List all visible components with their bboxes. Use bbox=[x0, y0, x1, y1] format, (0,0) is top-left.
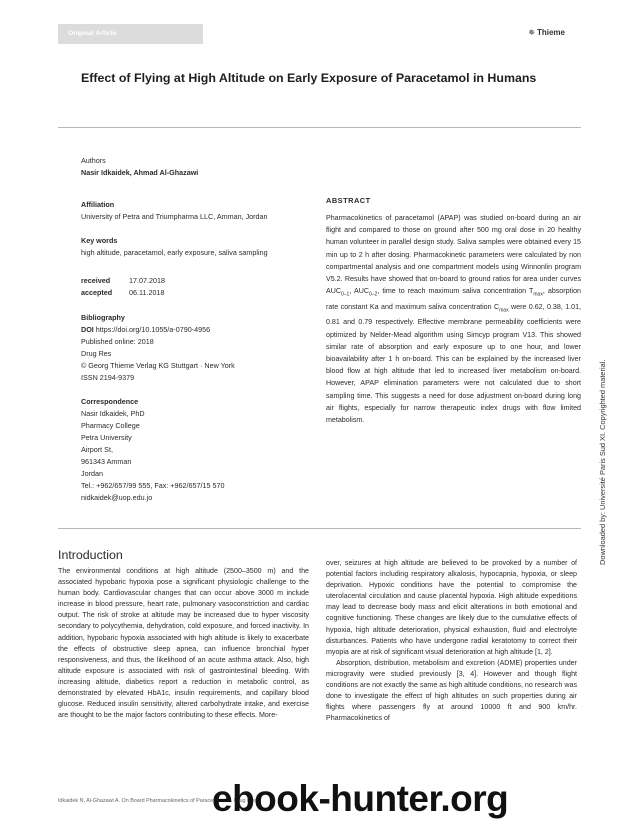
correspondence-line: Nasir Idkaidek, PhD bbox=[81, 409, 145, 418]
publisher-logo bbox=[528, 28, 565, 37]
authors-label: Authors bbox=[81, 156, 106, 165]
authors-names: Nasir Idkaidek, Ahmad Al-Ghazawi bbox=[81, 168, 199, 177]
received-label: received bbox=[81, 276, 111, 285]
download-notice: Downloaded by: Université Paris Sud XI. Copyrighted material. bbox=[598, 359, 607, 565]
correspondence-line: 961343 Amman bbox=[81, 457, 132, 466]
journal-name: Drug Res bbox=[81, 349, 112, 358]
keywords-text: high altitude, paracetamol, early exposure, saliva sampling bbox=[81, 248, 268, 257]
correspondence-email[interactable]: nidkaidek@uop.edu.jo bbox=[81, 493, 153, 502]
doi-label: DOI bbox=[81, 325, 94, 334]
published-online: Published online: 2018 bbox=[81, 337, 154, 346]
keywords-label: Key words bbox=[81, 236, 118, 245]
affiliation-text: University of Petra and Triumpharma LLC, Amman, Jordan bbox=[81, 212, 268, 221]
dates-block bbox=[81, 275, 311, 299]
page-footer: Idkaidek N, Al-Ghazawi A. On Board Pharmacokinetics of Paracetamol ... Drug Res bbox=[58, 798, 257, 804]
correspondence-block bbox=[81, 396, 321, 504]
correspondence-phone: Tel.: +962/657/99 555, Fax: +962/657/15 570 bbox=[81, 481, 225, 490]
intro-left-column bbox=[58, 566, 309, 721]
intro-paragraph: over, seizures at high altitude are believed to be provoked by a number of potential factors including respiratory alkalosis, hypocapnia, hypoxia, or sleep deprivation. Hypoxic conditions have the potential to compromise the uterolacental circulation and cause placental hypoxia. High altitude expeditions may lead to decrease body mass and elicit alterations in both emotional and cognitive functioning. These changes are likely due to the cumulative effects of hypoxia, high altitude deterioration, physical exhaustion, fluid and electrolyte disturbances. Patients who have undergone radial keratotomy to correct their myopia are at risk of significant visual deterioration at high altitude [1, 2]. bbox=[326, 559, 577, 656]
issn-line: ISSN 2194-9379 bbox=[81, 373, 135, 382]
introduction-heading: Introduction bbox=[58, 548, 123, 562]
intro-right-column bbox=[326, 558, 577, 724]
thieme-logo-icon: ✵ bbox=[528, 28, 535, 37]
intro-paragraph: The environmental conditions at high altitude (2500–3500 m) and the associated hypobaric hypoxia pose a significant physiologic challenge to the human body. Cardiovascular changes that can occur above 3000 m include increase in blood pressure, heart rate, pulmonary vasoconstriction and cardiac output. The risk of stroke at altitude may be increased due to hyper viscosity secondary to polycythemia, dehydration, cold exposure, and forced inactivity. In addition, hypobaric hypoxia associated with high altitude is likely to exacerbate the effects of obstructive sleep apnea, can influence bronchial hyper responsiveness, and thus, the likelihood of an acute asthma attack. Also, high altitude exposure is associated with risk of gastrointestinal bleeding. With increasing altitude, diabetics report a reduction in metabolic control, as demonstrated by elevated HbA1c, insulin requirements, and capillary blood glucose. Reduced insulin sensitivity, altered carbohydrate intake, and exercise are thought to be the major factors contributing to these effects. More- bbox=[58, 567, 309, 720]
abstract-text: Pharmacokinetics of paracetamol (APAP) was studied on-board during an air flight and compared to those on ground after 500 mg oral dose in 20 healthy human volunteer in parallel design study. Saliva samples were obtained every 15 min up to 2 h after dosing. Pharmacokinetic parameters were calculated by non compartmental analysis and one compartment models using Winnonlin program V5.2. Results have showed that on-board to ground ratios for area under curves $AUC_{0-1}$, $AUC_{0-2}$, time to reach maximum saliva concentration $T_{max}$, absorption rate constant Ka and maximum saliva concentration $C_{max}$ were 0.62, 0.38, 1.01, 0.81 and 0.79 respectively. Effective membrane permeability coefficients were optimized by Nelder-Mead algorithm using Simcyp program V13. This showed similar rate of absorption and early exposure up to one hour, and lower bioavailability after 1 h on-board. This can be explained by the increased liver blood flow at high altitude that led to increased liver metabolism on-board. However, APAP elimination parameters were not calculated due to short sampling time. This suggests a need for dose adjustment on-board during long air flights, especially for narrow therapeutic index drugs with flow limited metabolism. bbox=[326, 214, 581, 425]
intro-paragraph: Absorption, distribution, metabolism and excretion (ADME) properties under microgravity were studied previously [3, 4]. However and though flight conditions are not exactly the same as high altitude conditions, no research was done to investigate the effect of high altitudes on such properties during air flights where passengers fly at around 10000 ft and 900 km/hr. Pharmacokinetics of bbox=[326, 658, 577, 723]
abstract-heading: ABSTRACT bbox=[326, 196, 371, 205]
publisher-name: Thieme bbox=[536, 28, 565, 37]
affiliation-block bbox=[81, 199, 311, 223]
abstract-block bbox=[326, 196, 581, 426]
correspondence-line: Pharmacy College bbox=[81, 421, 140, 430]
correspondence-line: Airport St, bbox=[81, 445, 113, 454]
correspondence-line: Jordan bbox=[81, 469, 103, 478]
article-title: Effect of Flying at High Altitude on Early Exposure of Paracetamol in Humans bbox=[81, 71, 537, 85]
bibliography-label: Bibliography bbox=[81, 313, 125, 322]
accepted-date: 06.11.2018 bbox=[129, 288, 165, 297]
correspondence-label: Correspondence bbox=[81, 397, 139, 406]
doi-link[interactable]: https://doi.org/10.1055/a-0790-4956 bbox=[95, 325, 211, 334]
section-divider bbox=[58, 528, 581, 529]
accepted-label: accepted bbox=[81, 288, 113, 297]
received-date: 17.07.2018 bbox=[129, 276, 165, 285]
copyright-line: © Georg Thieme Verlag KG Stuttgart · New York bbox=[81, 361, 235, 370]
authors-block bbox=[81, 155, 311, 179]
article-type-tag: Original Article bbox=[58, 24, 203, 44]
correspondence-line: Petra University bbox=[81, 433, 132, 442]
title-divider bbox=[58, 127, 581, 128]
keywords-block bbox=[81, 235, 311, 259]
bibliography-block bbox=[81, 312, 311, 384]
watermark-text: ebook-hunter.org bbox=[212, 778, 509, 819]
affiliation-label: Affiliation bbox=[81, 200, 115, 209]
